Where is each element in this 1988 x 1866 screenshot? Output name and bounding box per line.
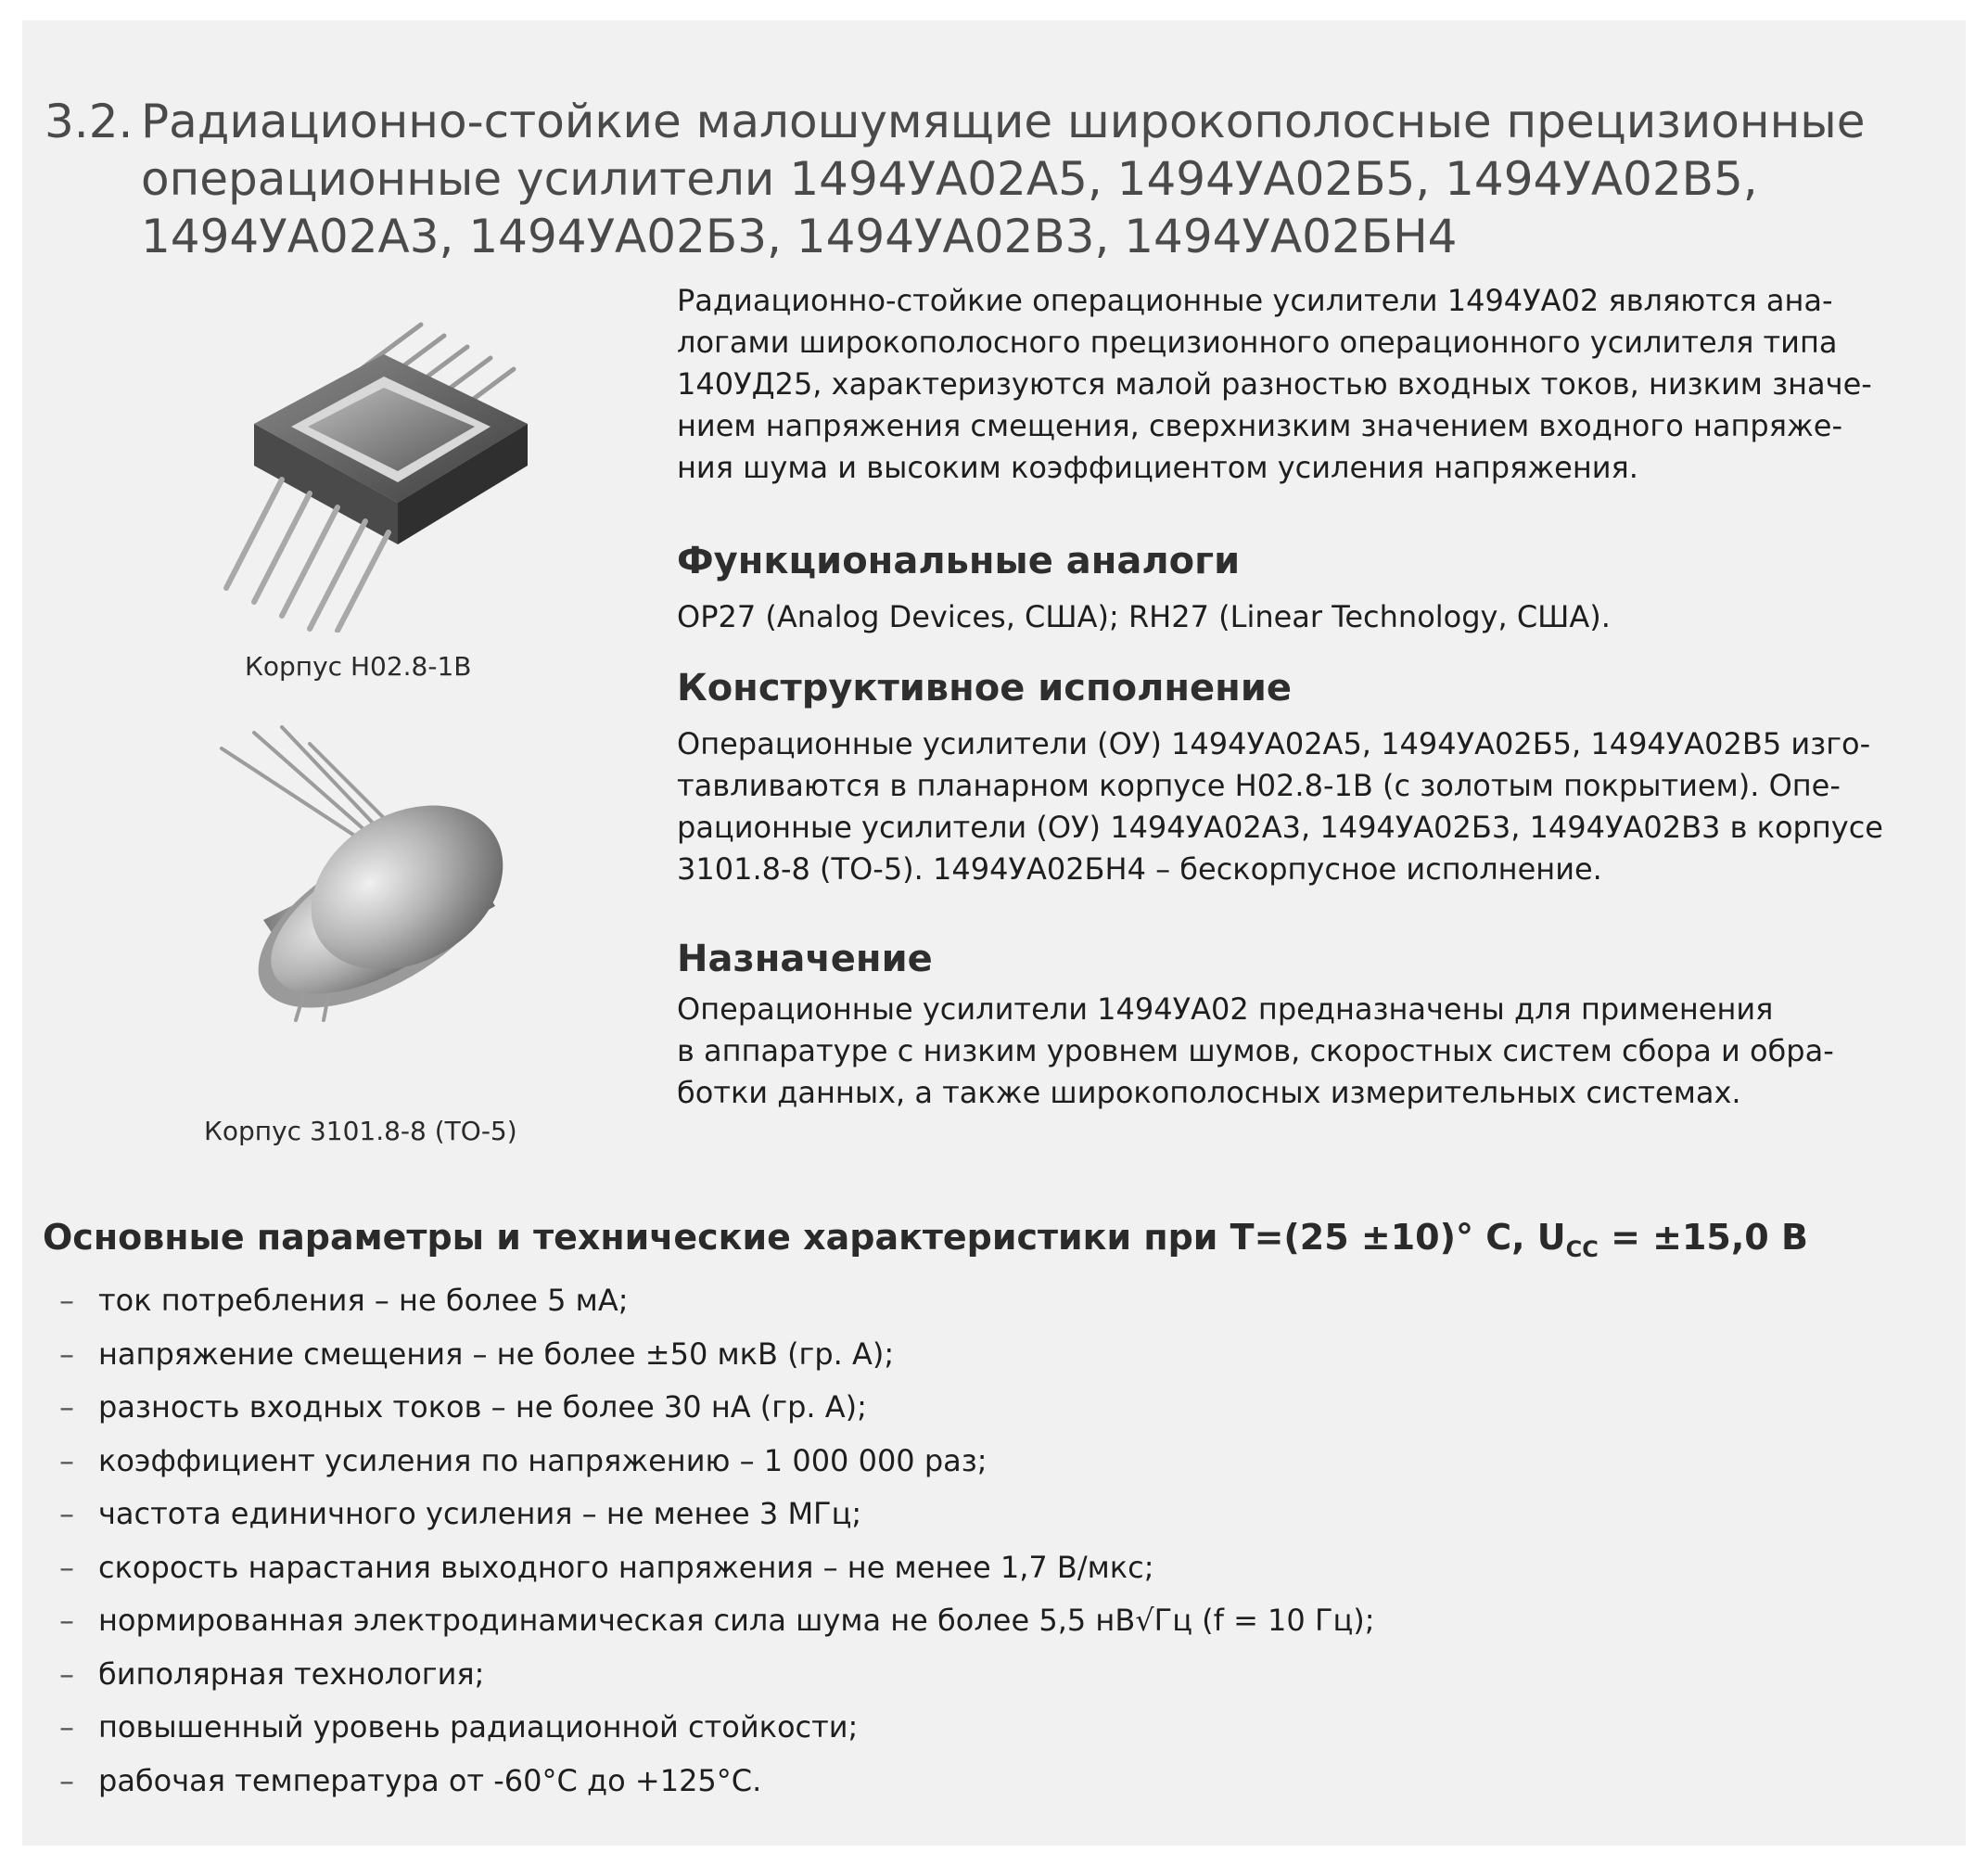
document-page [22,20,1966,1846]
text-line: нием напряжения смещения, сверхнизким значением входного напряже- [677,408,1843,443]
list-item: – напряжение смещения – не более ±50 мкВ (гр. А); [59,1336,895,1372]
params-heading: Основные параметры и технические характеристики при Т=(25 ±10)° С, $U_{СС} = \pm 15,0$ В [43,1217,1808,1262]
text-line: 3101.8-8 (ТО-5). 1494УА02БН4 – бескорпусное исполнение. [677,851,1602,887]
text-line: ния шума и высоким коэффициентом усиления напряжения. [677,450,1638,485]
text-line: рационные усилители (ОУ) 1494УА02А3, 1494УА02Б3, 1494УА02В3 в корпусе [677,810,1883,845]
figure-caption-2: Корпус 3101.8-8 (ТО-5) [204,1116,517,1146]
purpose-paragraph [677,989,1929,1114]
section-title [45,93,1880,265]
intro-paragraph [677,280,1929,489]
title-line-2: операционные усилители 1494УА02А5, 1494УА02Б5, 1494УА02В5, [141,152,1758,206]
section-number: 3.2. [45,95,134,148]
list-item: – разность входных токов – не более 30 нА (гр. А); [59,1389,867,1425]
planar-package-chip-image [198,317,560,633]
list-item: – нормированная электродинамическая сила шума не более 5,5 нВ√Гц (f = 10 Гц); [59,1603,1375,1638]
text-line: тавливаются в планарном корпусе Н02.8-1В (с золотым покрытием). Опе- [677,768,1841,803]
list-item: – биполярная технология; [59,1655,485,1692]
list-item: – частота единичного усиления – не менее 3 МГц; [59,1496,862,1531]
text-line: логами широкополосного прецизионного операционного усилителя типа [677,325,1838,360]
analogs-heading: Функциональные аналоги [677,540,1241,582]
text-line: Операционные усилители 1494УА02 предназначены для применения [677,991,1774,1027]
analogs-text: OP27 (Analog Devices, США); RH27 (Linear Technology, США). [677,599,1611,634]
params-list [59,1274,1914,1808]
figure-caption-1: Корпус Н02.8-1В [245,651,472,682]
text-line: в аппаратуре с низким уровнем шумов, скоростных систем сбора и обра- [677,1033,1834,1068]
text-line: Операционные усилители (ОУ) 1494УА02А5, 1494УА02Б5, 1494УА02В5 изго- [677,726,1871,761]
purpose-heading: Назначение [677,938,933,980]
list-item: – рабочая температура от -60°С до +125°С. [59,1762,762,1798]
description-column [677,280,1929,1114]
text-line: Радиационно-стойкие операционные усилители 1494УА02 являются ана- [677,283,1833,318]
title-line-3: 1494УА02А3, 1494УА02Б3, 1494УА02В3, 1494УА02БН4 [141,210,1458,263]
supply-subscript: СС [1565,1236,1599,1262]
design-heading: Конструктивное исполнение [677,667,1292,709]
text-line: 140УД25, характеризуются малой разностью входных токов, низким значе- [677,366,1872,402]
list-item: – скорость нарастания выходного напряжения – не менее 1,7 В/мкс; [59,1549,1154,1585]
list-item: – коэффициент усиления по напряжению – 1 000 000 раз; [59,1442,988,1478]
text-line: ботки данных, а также широкополосных измерительных системах. [677,1075,1741,1110]
design-paragraph [677,723,1929,890]
to5-metal-can-chip-image [217,725,532,1022]
list-item: – повышенный уровень радиационной стойкости; [59,1709,859,1745]
title-line-1: 3.2. Радиационно-стойкие малошумящие широкополосные прецизионные [45,95,1866,148]
list-item: – ток потребления – не более 5 мА; [59,1283,629,1318]
